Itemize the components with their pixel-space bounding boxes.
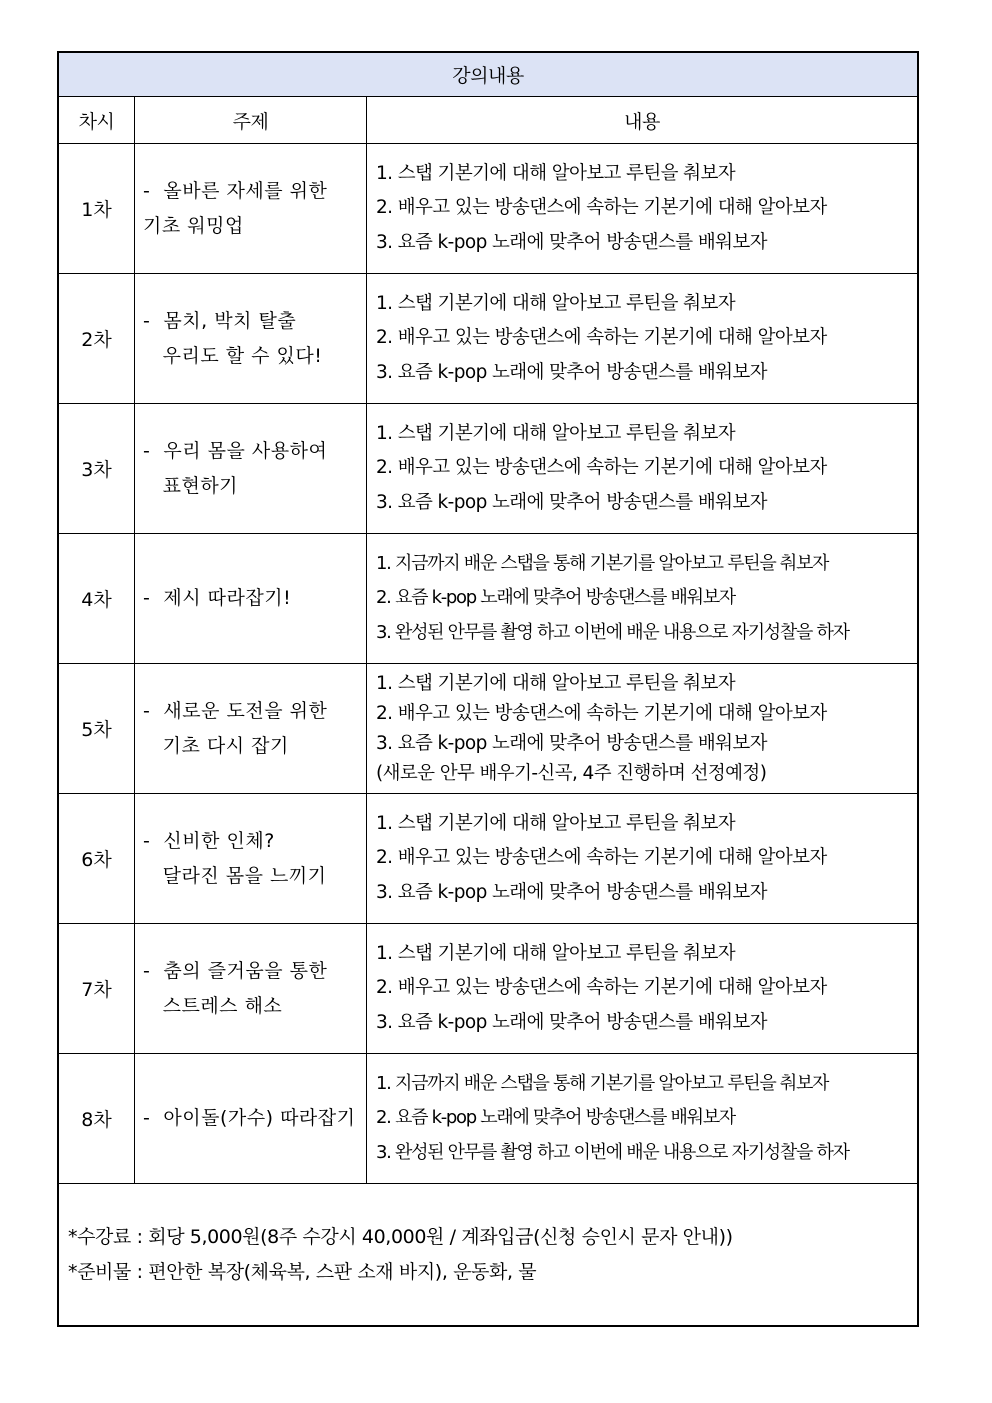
topic-line: - 춤의 즐거움을 통한 — [143, 959, 328, 982]
session-content — [367, 1067, 849, 1171]
footer-notes — [59, 1184, 917, 1325]
topic-line: - 몸치, 박치 탈출 — [143, 309, 297, 332]
session-topic — [135, 824, 327, 894]
content-line: 3. 요즘 k-pop 노래에 맞추어 방송댄스를 배워보자 — [376, 491, 767, 513]
topic-line: - 제시 따라잡기! — [143, 587, 292, 609]
session-topic-cell — [135, 144, 367, 273]
session-label: 4차 — [59, 534, 135, 663]
content-line: 3. 요즘 k-pop 노래에 맞추어 방송댄스를 배워보자 — [376, 361, 767, 383]
content-line: 2. 배우고 있는 방송댄스에 속하는 기본기에 대해 알아보자 — [376, 197, 827, 219]
content-line: 1. 스탭 기본기에 대해 알아보고 루틴을 춰보자 — [376, 292, 736, 314]
topic-line: 기초 다시 잡기 — [143, 734, 289, 757]
session-topic — [135, 174, 327, 244]
content-line: 2. 배우고 있는 방송댄스에 속하는 기본기에 대해 알아보자 — [376, 702, 827, 724]
session-content-cell — [367, 924, 917, 1053]
topic-line: 우리도 할 수 있다! — [143, 344, 323, 367]
content-line: 1. 지금까지 배운 스탭을 통해 기본기를 알아보고 루틴을 춰보자 — [376, 552, 829, 574]
header-session: 차시 — [59, 97, 135, 143]
topic-line: - 새로운 도전을 위한 — [143, 699, 328, 722]
session-row — [59, 274, 917, 404]
session-topic — [135, 434, 327, 504]
topic-line: 스트레스 해소 — [143, 994, 283, 1017]
content-line: 1. 스탭 기본기에 대해 알아보고 루틴을 춰보자 — [376, 812, 736, 834]
session-label: 6차 — [59, 794, 135, 923]
session-content — [367, 807, 827, 911]
session-row — [59, 404, 917, 534]
session-content-cell — [367, 404, 917, 533]
lecture-content-table — [57, 51, 919, 1327]
content-line: 2. 요즘 k-pop 노래에 맞추어 방송댄스를 배워보자 — [376, 587, 735, 609]
session-row — [59, 664, 917, 794]
content-line: 1. 스탭 기본기에 대해 알아보고 루틴을 춰보자 — [376, 422, 736, 444]
topic-line: - 올바른 자세를 위한 — [143, 179, 328, 202]
session-label: 1차 — [59, 144, 135, 273]
session-label: 3차 — [59, 404, 135, 533]
session-topic — [135, 581, 291, 616]
content-line: 3. 완성된 안무를 촬영 하고 이번에 배운 내용으로 자기성찰을 하자 — [376, 1141, 849, 1163]
session-topic-cell — [135, 664, 367, 793]
content-line: 2. 요즘 k-pop 노래에 맞추어 방송댄스를 배워보자 — [376, 1107, 735, 1129]
topic-line: - 아이돌(가수) 따라잡기 — [143, 1107, 356, 1129]
session-topic-cell — [135, 534, 367, 663]
content-line: 1. 스탭 기본기에 대해 알아보고 루틴을 춰보자 — [376, 942, 736, 964]
header-topic: 주제 — [135, 97, 367, 143]
session-topic — [135, 694, 327, 764]
session-label: 2차 — [59, 274, 135, 403]
session-topic-cell — [135, 924, 367, 1053]
header-row — [59, 97, 917, 144]
session-row — [59, 924, 917, 1054]
session-label: 5차 — [59, 664, 135, 793]
session-content-cell — [367, 794, 917, 923]
content-line: 3. 요즘 k-pop 노래에 맞추어 방송댄스를 배워보자 — [376, 881, 767, 903]
content-line: (새로운 안무 배우기-신곡, 4주 진행하며 선정예정) — [376, 762, 767, 784]
session-content-cell — [367, 274, 917, 403]
fee-note: *수강료 : 회당 5,000원(8주 수강시 40,000원 / 계좌입금(신청 승인시 문자 안내)) — [68, 1225, 733, 1248]
session-topic-cell — [135, 404, 367, 533]
session-content-cell — [367, 534, 917, 663]
topic-line: - 우리 몸을 사용하여 — [143, 439, 328, 462]
content-line: 2. 배우고 있는 방송댄스에 속하는 기본기에 대해 알아보자 — [376, 457, 827, 479]
content-line: 3. 요즘 k-pop 노래에 맞추어 방송댄스를 배워보자 — [376, 231, 767, 253]
content-line: 3. 요즘 k-pop 노래에 맞추어 방송댄스를 배워보자 — [376, 1011, 767, 1033]
content-line: 1. 지금까지 배운 스탭을 통해 기본기를 알아보고 루틴을 춰보자 — [376, 1072, 829, 1094]
session-topic-cell — [135, 794, 367, 923]
session-content-cell — [367, 664, 917, 793]
session-content — [367, 157, 827, 261]
content-line: 3. 완성된 안무를 촬영 하고 이번에 배운 내용으로 자기성찰을 하자 — [376, 621, 849, 643]
topic-line: - 신비한 인체? — [143, 829, 275, 852]
session-label: 8차 — [59, 1054, 135, 1183]
session-row — [59, 794, 917, 924]
session-rows — [59, 144, 917, 1184]
session-topic — [135, 304, 322, 374]
session-label: 7차 — [59, 924, 135, 1053]
session-topic — [135, 1101, 356, 1136]
content-line: 2. 배우고 있는 방송댄스에 속하는 기본기에 대해 알아보자 — [376, 327, 827, 349]
session-content-cell — [367, 144, 917, 273]
session-content — [367, 287, 827, 391]
content-line: 1. 스탭 기본기에 대해 알아보고 루틴을 춰보자 — [376, 672, 736, 694]
content-line: 3. 요즘 k-pop 노래에 맞추어 방송댄스를 배워보자 — [376, 732, 767, 754]
session-content-cell — [367, 1054, 917, 1183]
content-line: 2. 배우고 있는 방송댄스에 속하는 기본기에 대해 알아보자 — [376, 977, 827, 999]
table-title: 강의내용 — [59, 53, 917, 97]
topic-line: 달라진 몸을 느끼기 — [143, 864, 327, 887]
content-line: 1. 스탭 기본기에 대해 알아보고 루틴을 춰보자 — [376, 162, 736, 184]
session-topic-cell — [135, 1054, 367, 1183]
session-row — [59, 534, 917, 664]
session-row — [59, 144, 917, 274]
session-content — [367, 669, 827, 789]
topic-line: 기초 워밍업 — [143, 214, 244, 237]
session-row — [59, 1054, 917, 1184]
session-content — [367, 937, 827, 1041]
header-content: 내용 — [624, 110, 660, 133]
topic-line: 표현하기 — [143, 474, 239, 497]
session-content — [367, 547, 849, 651]
session-topic — [135, 954, 327, 1024]
content-line: 2. 배우고 있는 방송댄스에 속하는 기본기에 대해 알아보자 — [376, 847, 827, 869]
supplies-note: *준비물 : 편안한 복장(체육복, 스판 소재 바지), 운동화, 물 — [68, 1260, 537, 1283]
session-content — [367, 417, 827, 521]
session-topic-cell — [135, 274, 367, 403]
